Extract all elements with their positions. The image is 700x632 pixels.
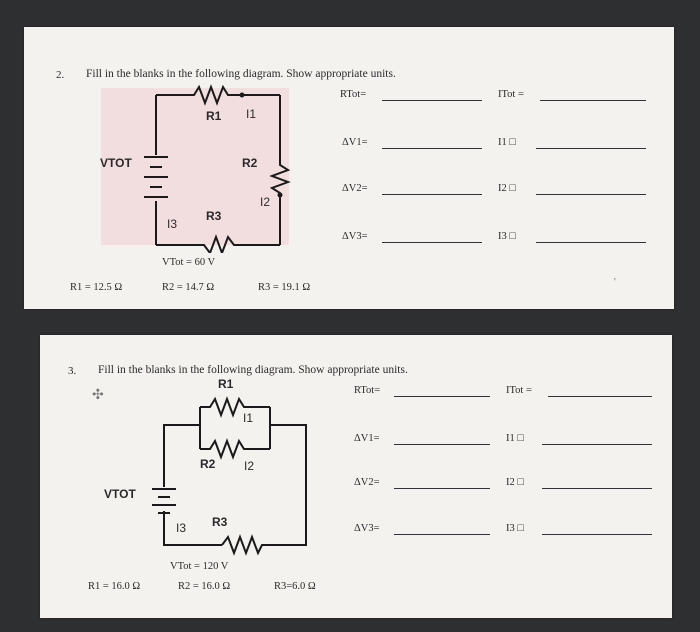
blank-i1[interactable]	[536, 148, 646, 149]
problem-3-number: 3.	[68, 365, 77, 377]
blank-i3[interactable]	[536, 242, 646, 243]
stray-pen-mark: '	[614, 277, 616, 288]
label-i1-field: I1 □	[506, 433, 524, 444]
blank-i2[interactable]	[536, 194, 646, 195]
label-r2: R2	[242, 156, 258, 170]
given-vtot: VTot = 120 V	[170, 561, 229, 572]
label-dv2: ΔV2=	[354, 477, 380, 488]
given-r3: R3 = 19.1 Ω	[258, 282, 311, 293]
label-i3: I3	[176, 521, 187, 535]
blank-rtot[interactable]	[382, 100, 482, 101]
label-dv1: ΔV1=	[354, 433, 380, 444]
resistor-r3	[222, 537, 268, 553]
resistor-r2	[272, 95, 288, 245]
label-i1: I1	[243, 411, 254, 425]
battery-vtot	[144, 157, 168, 197]
label-i3-field: I3 □	[498, 231, 516, 242]
blank-dv1[interactable]	[394, 444, 490, 445]
blank-i2[interactable]	[542, 488, 652, 489]
given-r2: R2 = 16.0 Ω	[178, 581, 231, 592]
blank-i3[interactable]	[542, 534, 652, 535]
label-r2: R2	[200, 457, 216, 471]
label-vtot: VTOT	[104, 487, 136, 501]
junction-dot-i2	[278, 193, 283, 198]
label-dv2: ΔV2=	[342, 183, 368, 194]
blank-dv3[interactable]	[382, 242, 482, 243]
blank-itot[interactable]	[548, 396, 652, 397]
label-dv3: ΔV3=	[342, 231, 368, 242]
blank-itot[interactable]	[540, 100, 646, 101]
problem-2-number: 2.	[56, 69, 65, 81]
label-i2: I2	[260, 195, 271, 209]
label-dv3: ΔV3=	[354, 523, 380, 534]
label-rtot: RTot=	[354, 385, 381, 396]
junction-dot-i1	[240, 93, 245, 98]
given-vtot: VTot = 60 V	[162, 257, 216, 268]
label-i1: I1	[246, 107, 257, 121]
resistor-r1	[156, 87, 280, 103]
battery-vtot	[152, 489, 176, 513]
worksheet-problem-3	[40, 335, 672, 618]
problem-3-instruction: Fill in the blanks in the following diagram. Show appropriate units.	[98, 364, 408, 376]
resistor-r3	[156, 237, 280, 253]
blank-dv2[interactable]	[394, 488, 490, 489]
label-i2: I2	[244, 459, 255, 473]
blank-dv3[interactable]	[394, 534, 490, 535]
label-dv1: ΔV1=	[342, 137, 368, 148]
label-i3: I3	[167, 217, 178, 231]
label-rtot: RTot=	[340, 89, 367, 100]
given-r2: R2 = 14.7 Ω	[162, 282, 215, 293]
label-i2-field: I2 □	[506, 477, 524, 488]
label-r3: R3	[206, 209, 222, 223]
blank-dv2[interactable]	[382, 194, 482, 195]
label-i2-field: I2 □	[498, 183, 516, 194]
worksheet-problem-2	[24, 27, 674, 309]
label-itot: ITot =	[498, 89, 524, 100]
blank-i1[interactable]	[542, 444, 652, 445]
label-itot: ITot =	[506, 385, 532, 396]
given-r3: R3=6.0 Ω	[274, 581, 316, 592]
given-r1: R1 = 16.0 Ω	[88, 581, 141, 592]
parallel-circuit-diagram	[140, 391, 320, 561]
problem-2-instruction: Fill in the blanks in the following diagram. Show appropriate units.	[86, 68, 396, 80]
label-r3: R3	[212, 515, 228, 529]
label-r1: R1	[206, 109, 222, 123]
blank-rtot[interactable]	[394, 396, 490, 397]
label-i1-field: I1 □	[498, 137, 516, 148]
resistor-r1	[200, 399, 270, 415]
resistor-r2	[200, 441, 270, 457]
given-r1: R1 = 12.5 Ω	[70, 282, 123, 293]
cursor-sparkle-icon: ✣	[92, 388, 104, 403]
label-r1: R1	[218, 377, 234, 391]
blank-dv1[interactable]	[382, 148, 482, 149]
label-i3-field: I3 □	[506, 523, 524, 534]
label-vtot: VTOT	[100, 156, 132, 170]
